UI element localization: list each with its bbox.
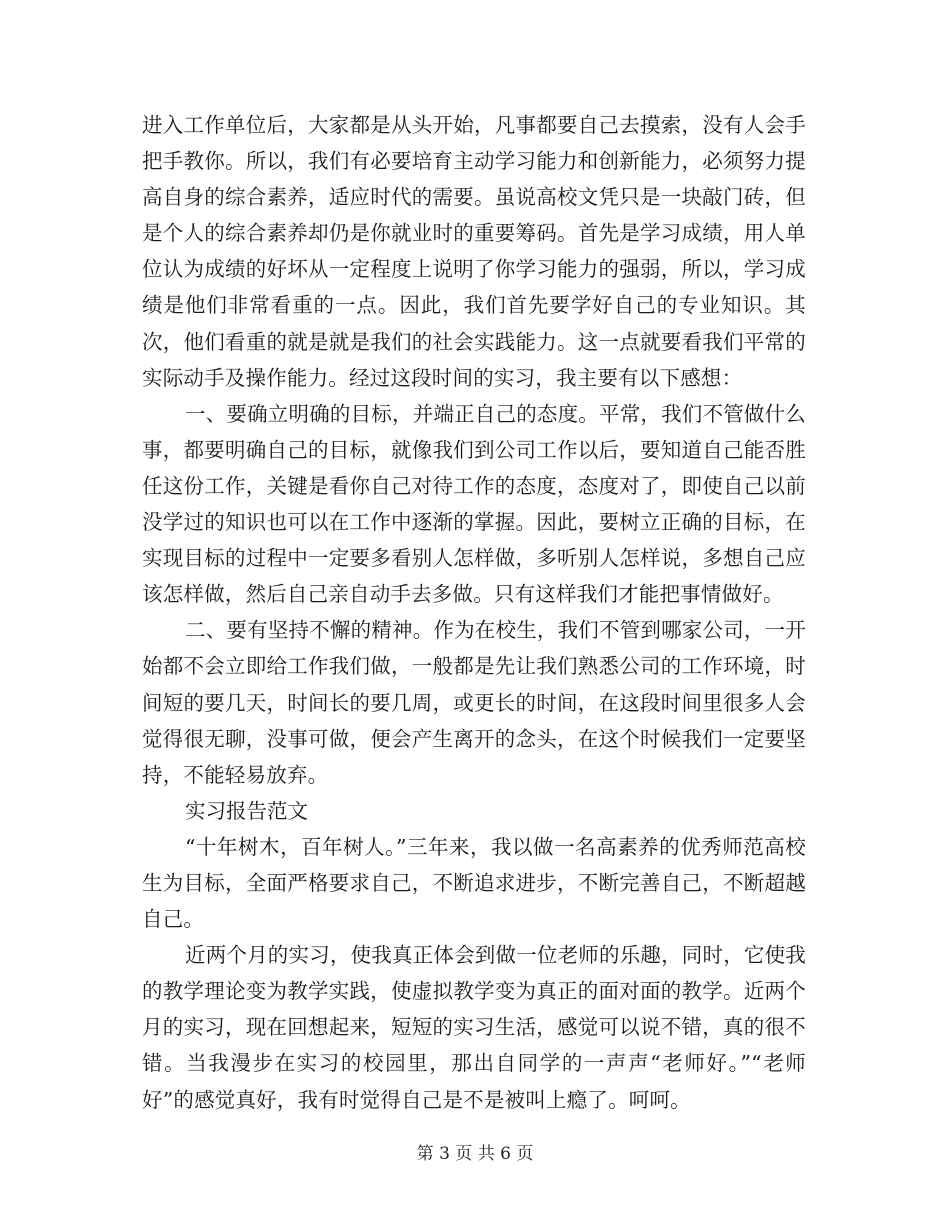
paragraph-point-two: 二、要有坚持不懈的精神。作为在校生，我们不管到哪家公司，一开始都不会立即给工作我们做，一般都是先让我们熟悉公司的工作环境，时间短的要几天，时间长的要几周，或更长的时间，在这段时间里很多人会觉得很无聊，没事可做，便会产生离开的念头，在这个时候我们一定要坚持，不能轻易放弃。 <box>142 618 806 787</box>
section-heading: 实习报告范文 <box>185 798 308 823</box>
paragraph-intro: 进入工作单位后，大家都是从头开始，凡事都要自己去摸索，没有人会手把手教你。所以，我们有必要培育主动学习能力和创新能力，必须努力提高自身的综合素养，适应时代的需要。虽说高校文凭只是一块敲门砖，但是个人的综合素养却仍是你就业时的重要筹码。首先是学习成绩，用人单位认为成绩的好坏从一定程度上说明了你学习能力的强弱，所以，学习成绩是他们非常看重的一点。因此，我们首先要学好自己的专业知识。其次，他们看重的就是就是我们的社会实践能力。这一点就要看我们平常的实际动手及操作能力。经过这段时间的实习，我主要有以下感想： <box>142 113 806 390</box>
document-body <box>142 107 806 1118</box>
paragraph-point-one: 一、要确立明确的目标，并端正自己的态度。平常，我们不管做什么事，都要明确自己的目标，就像我们到公司工作以后，要知道自己能否胜任这份工作，关键是看你自己对待工作的态度，态度对了，即使自己以前没学过的知识也可以在工作中逐渐的掌握。因此，要树立正确的目标，在实现目标的过程中一定要多看别人怎样做，多听别人怎样说，多想自己应该怎样做，然后自己亲自动手去多做。只有这样我们才能把事情做好。 <box>142 401 806 607</box>
page-number-footer: 第 3 页 共 6 页 <box>416 1144 534 1164</box>
paragraph-internship-reflection: 近两个月的实习，使我真正体会到做一位老师的乐趣，同时，它使我的教学理论变为教学实践，使虚拟教学变为真正的面对面的教学。近两个月的实习，现在回想起来，短短的实习生活，感觉可以说不错，真的很不错。当我漫步在实习的校园里，那出自同学的一声声“老师好。”“老师好”的感觉真好，我有时觉得自己是不是被叫上瘾了。呵呵。 <box>142 943 806 1112</box>
paragraph-quote: “十年树木，百年树人。”三年来，我以做一名高素养的优秀师范高校生为目标，全面严格要求自己，不断追求进步，不断完善自己，不断超越自己。 <box>142 834 806 932</box>
